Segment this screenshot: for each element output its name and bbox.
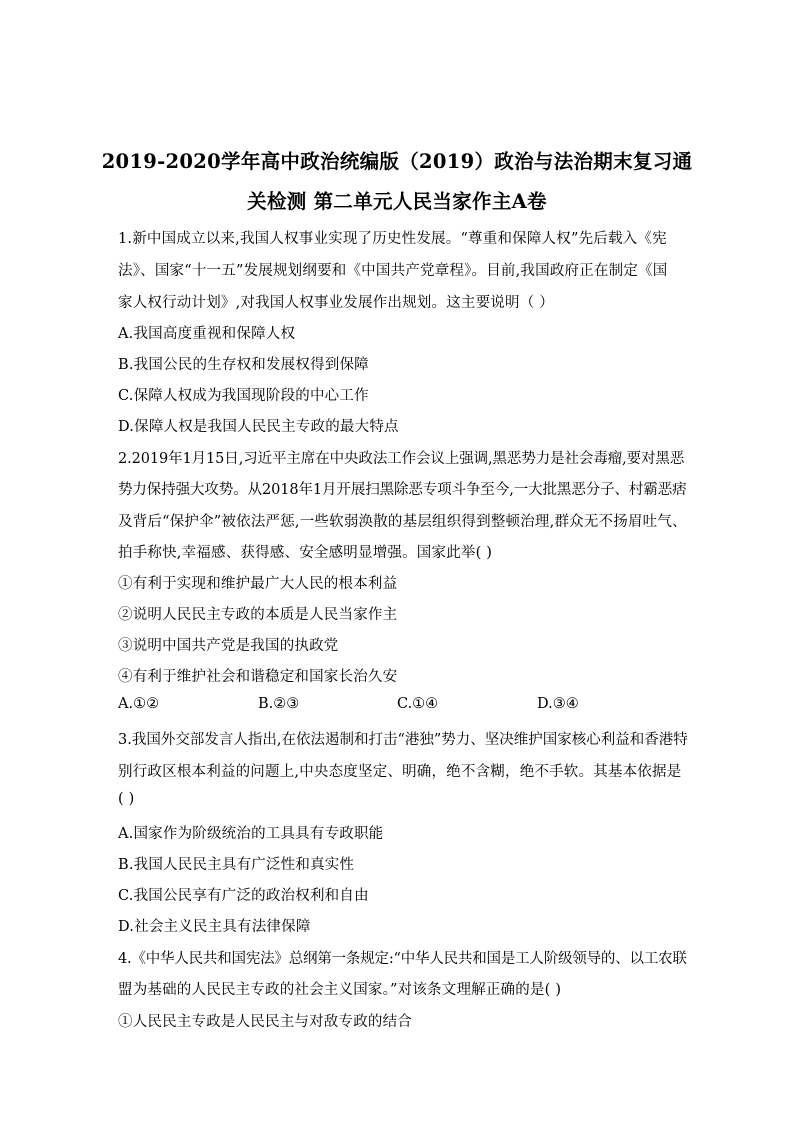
q3-stem-line-2: 别行政区根本利益的问题上,中央态度坚定、明确，绝不含糊，绝不手软。其基本依据是 [118,764,682,780]
q2-stem-line-2: 势力保持强大攻势。从2018年1月开展扫黑除恶专项斗争至今,一大批黑恶分子、村霸恶痞 [118,482,687,498]
q1-option-b: B.我国公民的生存权和发展权得到保障 [118,357,369,373]
q2-option-a: A.①② [118,696,160,712]
q2-statement-1: ①有利于实现和维护最广大人民的根本利益 [118,576,398,592]
q4-stem-line-1: 4.《中华人民共和国宪法》总纲第一条规定:“中华人民共和国是工人阶级领导的、以工农联 [118,951,687,967]
q3-stem-line-1: 3.我国外交部发言人指出,在依法遏制和打击“港独”势力、坚决维护国家核心利益和香港特 [118,732,688,748]
q2-statement-2: ②说明人民民主专政的本质是人民当家作主 [118,607,398,623]
q1-option-a: A.我国高度重视和保障人权 [118,326,296,342]
q3-option-a: A.国家作为阶级统治的工具具有专政职能 [118,826,384,842]
q2-statement-3: ③说明中国共产党是我国的执政党 [118,638,339,654]
q3-option-d: D.社会主义民主具有法律保障 [118,919,311,935]
q2-statement-4: ④有利于维护社会和谐稳定和国家长治久安 [118,669,398,685]
q1-stem-line-3: 家人权行动计划》,对我国人权事业发展作出规划。这主要说明（ ） [118,295,554,311]
q3-option-c: C.我国公民享有广泛的政治权利和自由 [118,888,369,904]
q1-option-d: D.保障人权是我国人民民主专政的最大特点 [118,419,399,435]
q2-option-c: C.①④ [397,696,439,712]
q1-stem-line-1: 1.新中国成立以来,我国人权事业实现了历史性发展。“尊重和保障人权”先后载入《宪 [118,231,667,247]
q4-stem-line-2: 盟为基础的人民民主专政的社会主义国家。”对该条文理解正确的是( ) [118,982,562,998]
q2-stem-line-4: 拍手称快,幸福感、获得感、安全感明显增强。国家此举( ) [118,545,493,561]
q1-stem-line-2: 法》、国家“十一五”发展规划纲要和《中国共产党章程》。目前,我国政府正在制定《国 [118,263,668,279]
q2-stem-line-3: 及背后“保护伞”被依法严惩,一些软弱涣散的基层组织得到整顿治理,群众无不扬眉吐气、 [118,514,687,530]
q4-statement-1: ①人民民主专政是人民民主与对敌专政的结合 [118,1014,412,1030]
document-title-line-2: 关检测 第二单元人民当家作主A卷 [247,190,547,213]
q3-stem-line-3: ( ) [118,791,135,807]
document-title-line-1: 2019-2020学年高中政治统编版（2019）政治与法治期末复习通 [101,150,693,173]
q2-option-d: D.③④ [537,696,579,712]
q2-stem-line-1: 2.2019年1月15日,习近平主席在中央政法工作会议上强调,黑恶势力是社会毒瘤,要对黑恶 [118,451,685,467]
q1-option-c: C.保障人权成为我国现阶段的中心工作 [118,388,369,404]
q2-option-b: B.②③ [258,696,300,712]
q3-option-b: B.我国人民民主具有广泛性和真实性 [118,857,355,873]
